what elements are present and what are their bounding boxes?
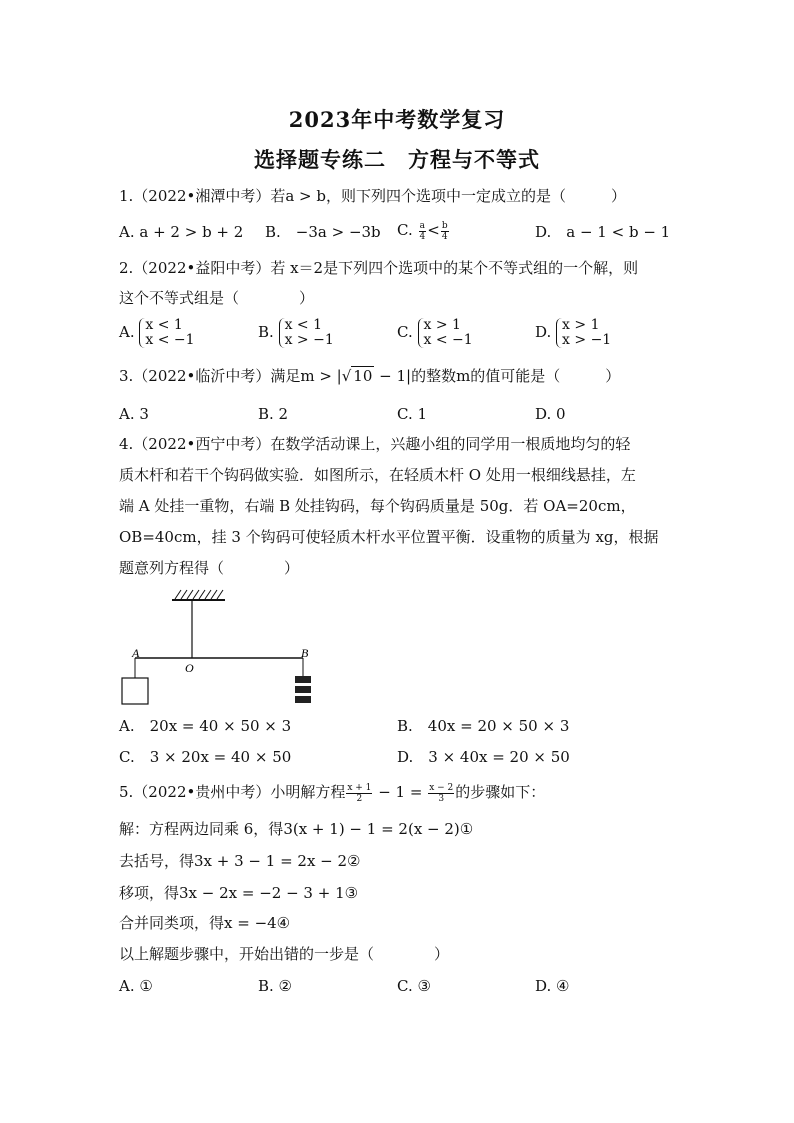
q2-stem-line1: 2.（2022•益阳中考）若 x＝2是下列四个选项中的某个不等式组的一个解，则 [119,259,639,277]
q2-option-c-label: C. [397,323,413,341]
q5-stem-b: 的步骤如下： [455,783,546,801]
q2-c-line2: x < −1 [423,332,473,348]
q4-stem-line1: 4.（2022•西宁中考）在数学活动课上，兴趣小组的同学用一根质地均匀的轻 [119,435,631,453]
q1-stem: 1.（2022•湘潭中考）若a > b，则下列四个选项中一定成立的是（ ） [119,187,626,205]
q5-frac-1-den: 2 [356,793,363,804]
q2-option-b-label: B. [258,323,274,341]
q2-option-b-system [279,318,334,348]
q2-stem-line2: 这个不等式组是（ ） [119,289,315,307]
q4-stem-line3: 端 A 处挂一重物，右端 B 处挂钩码，每个钩码质量是 50g．若 OA=20cm， [119,497,636,515]
q4-stem-line5: 题意列方程得（ ） [119,559,300,577]
q2-option-d-label: D. [535,323,552,341]
q1-c-frac-a-num: a [419,220,426,231]
label-B: B [301,646,309,660]
q5-question: 以上解题步骤中，开始出错的一步是（ ） [119,945,450,963]
hook-weight-2 [295,686,311,693]
q2-option-b [258,318,334,348]
q5-frac-2-num: x − 2 [429,782,454,793]
q5-step-4: 合并同类项，得x = −4④ [119,914,291,932]
q2-d-line2: x > −1 [562,332,612,348]
q2-b-line2: x > −1 [284,332,334,348]
q3-option-a: A. 3 [119,405,149,423]
weight-box [122,678,148,704]
lever-diagram [115,585,325,710]
ceiling-hatch-icon [172,590,225,600]
q2-option-a-label: A. [119,323,135,341]
sqrt-icon: √ [341,367,352,385]
hook-weight-3 [295,696,311,703]
q4-option-b: B. 40x = 20 × 50 × 3 [397,717,570,735]
q2-c-line1: x > 1 [423,317,461,333]
q5-frac-1-num: x + 1 [347,782,372,793]
q2-option-a [119,318,195,348]
q2-option-c-system [418,318,473,348]
q4-option-a: A. 20x = 40 × 50 × 3 [119,717,292,735]
q2-option-a-system [139,318,194,348]
q3-sqrt-value: 10 [353,367,373,385]
q5-frac-2-den: 3 [438,793,445,804]
q1-option-a: A. a + 2 > b + 2 [119,223,244,241]
q1-c-frac-b-den: 4 [441,231,448,242]
q2-option-c [397,318,473,348]
q5-option-a: A. ① [119,977,153,995]
q4-option-c: C. 3 × 20x = 40 × 50 [119,748,292,766]
q5-stem-a: 5.（2022•贵州中考）小明解方程 [119,783,346,801]
q1-option-b: B. −3a > −3b [265,223,381,241]
q1-c-frac-a [419,221,427,242]
q5-step-1: 解：方程两边同乘 6，得3(x + 1) − 1 = 2(x − 2)① [119,820,474,838]
q5-frac-1 [346,783,372,804]
hook-weight-1 [295,676,311,683]
q4-option-d: D. 3 × 40x = 20 × 50 [397,748,570,766]
q4-stem-line2: 质木杆和若干个钩码做实验．如图所示，在轻质木杆 O 处用一根细线悬挂，左 [119,466,636,484]
q3-stem-a: 3.（2022•临沂中考）满足m > | [119,367,342,385]
q2-a-line1: x < 1 [145,317,183,333]
q3-option-b: B. 2 [258,405,289,423]
q5-option-d: D. ④ [535,977,570,995]
q2-option-d-system [556,318,611,348]
q5-stem-mid: − 1 = [373,783,428,801]
q1-option-d: D. a − 1 < b − 1 [535,223,671,241]
title-sub: 选择题专练二 方程与不等式 [254,147,540,172]
q2-d-line1: x > 1 [562,317,600,333]
title-main: 2023年中考数学复习 [288,107,506,132]
q1-option-c-label: C. [397,221,413,239]
q1-c-frac-b [441,221,449,242]
q5-option-b: B. ② [258,977,293,995]
q5-step-3: 移项，得3x − 2x = −2 − 3 + 1③ [119,884,359,902]
q1-c-lt: < [427,221,440,239]
q3-stem [119,366,620,386]
q2-a-line2: x < −1 [145,332,195,348]
q1-option-c [397,220,450,242]
q2-option-d [535,318,611,348]
q3-option-c: C. 1 [397,405,428,423]
q5-frac-2 [428,783,454,804]
q1-c-frac-b-num: b [441,220,448,231]
q5-step-2: 去括号，得3x + 3 − 1 = 2x − 2② [119,852,361,870]
q5-option-c: C. ③ [397,977,431,995]
label-O: O [185,661,194,675]
label-A: A [132,646,140,660]
q5-stem [119,782,545,804]
q2-b-line1: x < 1 [284,317,323,333]
q3-stem-b: − 1|的整数m的值可能是（ ） [374,367,621,385]
q1-c-frac-a-den: 4 [419,231,426,242]
q4-stem-line4: OB=40cm，挂 3 个钩码可使轻质木杆水平位置平衡．设重物的质量为 xg，根据 [119,528,659,546]
q3-option-d: D. 0 [535,405,566,423]
